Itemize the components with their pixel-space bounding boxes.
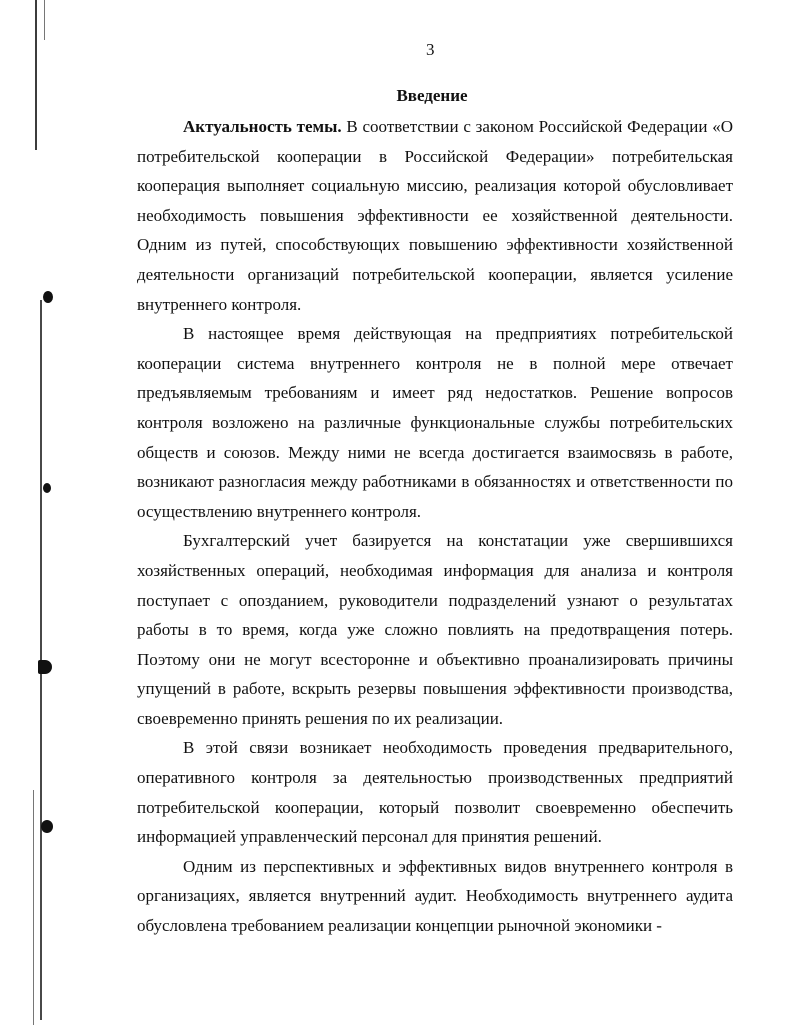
paragraph	[137, 733, 733, 851]
paragraph-lead: Актуальность темы.	[183, 117, 342, 136]
paragraph	[137, 112, 733, 319]
binding-line	[35, 0, 37, 150]
paragraph-text: В настоящее время действующая на предприятиях потребительской кооперации система внутреннего контроля не в полной мере отвечает предъявляемым требованиям и имеет ряд недостатков. Решение вопросов контроля возложено на различные функциональные службы потребительских обществ и союзов. Между ними не всегда достигается взаимосвязь в работе, возникают разногласия между работниками в обязанностях и ответственности по осуществлению внутреннего контроля.	[137, 324, 733, 521]
punch-hole-mark	[38, 660, 52, 674]
punch-hole-mark	[43, 483, 51, 493]
punch-hole-mark	[41, 820, 53, 833]
paragraph-text: В соответствии с законом Российской Федерации «О потребительской кооперации в Российской Федерации» потребительская кооперация выполняет социальную миссию, реализация которой обусловливает необходимость повышения эффективности ее хозяйственной деятельности. Одним из путей, способствующих повышению эффективности хозяйственной деятельности организаций потребительской кооперации, является усиление внутреннего контроля.	[137, 117, 733, 314]
paragraph	[137, 526, 733, 733]
paragraph-text: В этой связи возникает необходимость проведения предварительного, оперативного контроля за деятельностью производственных предприятий потребительской кооперации, который позволит своевременно обеспечить информацией управленческий персонал для принятия решений.	[137, 738, 733, 847]
body-text	[137, 112, 733, 941]
paragraph	[137, 319, 733, 526]
binding-line	[33, 790, 34, 1025]
paragraph-text: Одним из перспективных и эффективных видов внутреннего контроля в организациях, является внутренний аудит. Необходимость внутреннего аудита обусловлена требованием реализации концепции рыночной экономики -	[137, 856, 733, 936]
page-number: 3	[426, 40, 435, 59]
section-title: Введение	[396, 86, 468, 105]
paragraph	[137, 852, 733, 941]
punch-hole-mark	[43, 291, 53, 303]
paragraph-text: Бухгалтерский учет базируется на констатации уже свершившихся хозяйственных операций, необходимая информация для анализа и контроля поступает с опозданием, руководители подразделений узнают о результатах работы в то время, когда уже сложно повлиять на предотвращения потерь. Поэтому они не могут всесторонне и объективно проанализировать причины упущений в работе, вскрыть резервы повышения эффективности производства, своевременно принять решения по их реализации.	[137, 531, 733, 728]
binding-line	[44, 0, 45, 40]
